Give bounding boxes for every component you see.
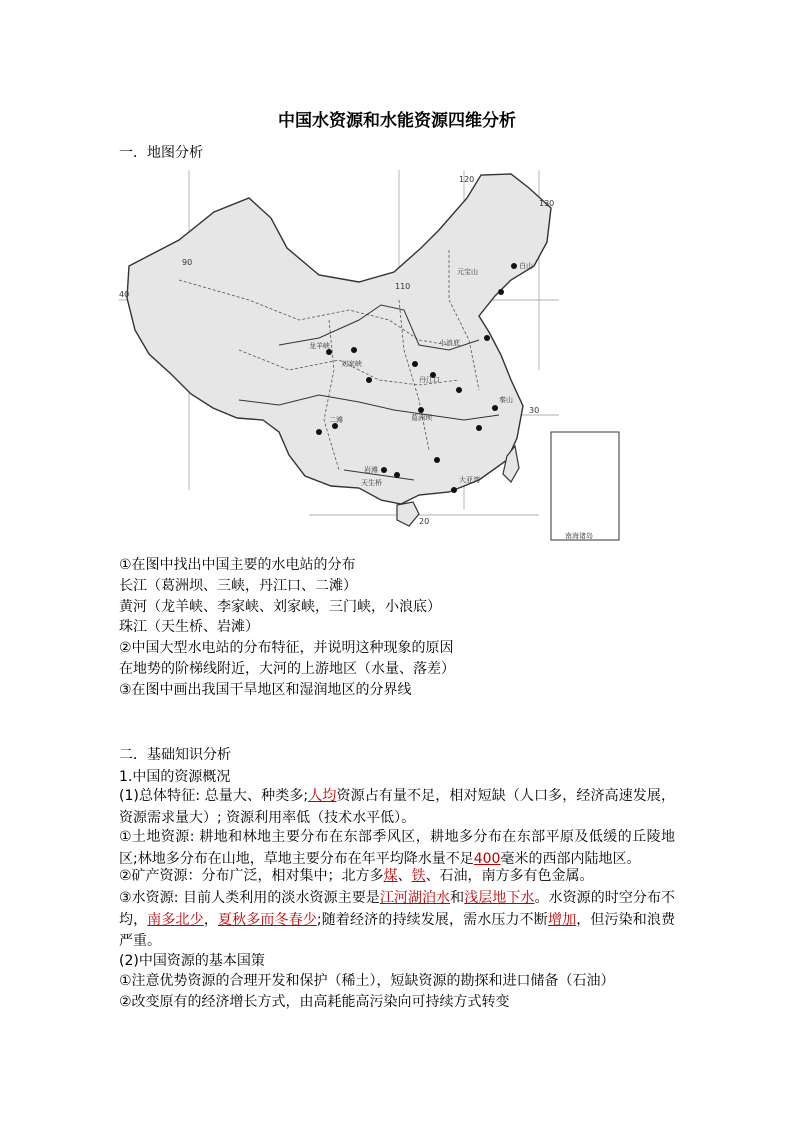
question-line: ②中国大型水电站的分布特征，并说明这种现象的原因 [119, 640, 454, 657]
section2-heading: 二．基础知识分析 [119, 747, 231, 763]
map-place-label: 龙羊峡 [309, 342, 330, 350]
paragraph-minerals: ②矿产资源：分布广泛，相对集中；北方多煤、铁、石油，南方多有色金属。 [119, 868, 594, 884]
station-dot [484, 335, 490, 341]
station-dot [476, 425, 482, 431]
question-line: 长江（葛洲坝、三峡，丹江口、二滩） [119, 577, 357, 594]
station-dot [351, 347, 357, 353]
highlight-term: 铁 [411, 868, 426, 884]
station-dot [434, 457, 440, 463]
station-dot [394, 472, 400, 478]
question-line: 黄河（龙羊峡、李家峡、刘家峡，三门峡，小浪底） [119, 598, 441, 615]
highlight-term: 夏秋多而冬春少 [217, 911, 317, 928]
parallel-label: 20 [419, 517, 430, 526]
highlight-term: 浅层地下水 [464, 890, 535, 906]
policy-line: ①注意优势资源的合理开发和保护（稀土），短缺资源的勘探和进口储备（石油） [119, 973, 615, 989]
map-questions [119, 555, 455, 701]
map-place-label: 大亚湾 [459, 476, 480, 484]
station-dot [412, 361, 418, 367]
highlight-term: 煤 [383, 868, 398, 884]
meridian-label: 90 [182, 258, 193, 267]
map-place-label: 岩滩 [364, 466, 378, 474]
parallel-label: 40 [119, 290, 130, 299]
map-place-label: 天生桥 [361, 479, 382, 487]
map-place-label: 小浪底 [439, 339, 460, 347]
paragraph-land: ①土地资源: 耕地和林地主要分布在东部季风区，耕地多分布在东部平原及低缓的丘陵地区;林地多分布在山地，草地主要分布在年平均降水量不足400毫米的西部内陆地区。 [119, 829, 675, 867]
inset-label: 南海诸岛 [565, 532, 593, 540]
meridian-label: 120 [459, 175, 475, 184]
station-dot [381, 467, 387, 473]
section2-subheading: 1.中国的资源概况 [119, 769, 231, 785]
highlight-term: 增加 [547, 911, 577, 928]
meridian-label: 130 [539, 199, 555, 208]
page-title: 中国水资源和水能资源四维分析 [278, 111, 516, 131]
map-place-label: 丹江口 [419, 376, 440, 384]
map-place-label: 秦山 [499, 396, 513, 404]
station-dot [366, 377, 372, 383]
question-line: 珠江（天生桥、岩滩） [119, 619, 259, 636]
question-line: ①在图中找出中国主要的水电站的分布 [119, 557, 356, 573]
map-place-label: 葛洲坝 [411, 414, 432, 422]
map-place-label: 二滩 [329, 416, 343, 424]
policy-line: ②改变原有的经济增长方式，由高耗能高污染向可持续方式转变 [119, 994, 510, 1010]
station-dot [511, 263, 517, 269]
station-dot [456, 387, 462, 393]
station-dot [492, 405, 498, 411]
station-dot [451, 487, 457, 493]
map-place-label: 刘家峡 [341, 360, 362, 368]
highlight-term: 400 [473, 850, 501, 867]
station-dot [316, 429, 322, 435]
map-place-label: 白山 [519, 262, 533, 270]
paragraph-water: ③水资源: 目前人类利用的淡水资源主要是江河湖泊水和浅层地下水。水资源的时空分布不均，南多北少，夏秋多而冬春少;随着经济的持续发展，需水压力不断增加，但污染和浪费严重。 [119, 890, 676, 949]
highlight-term: 人均 [308, 788, 337, 804]
section1-heading: 一．地图分析 [119, 145, 203, 161]
station-dot [418, 407, 424, 413]
paragraph-overall: (1)总体特征: 总量大、种类多;人均资源占有量不足，相对短缺（人口多，经济高速发展，资源需求量大）; 资源利用率低（技术水平低）。 [119, 788, 676, 826]
highlight-term: 江河湖泊水 [379, 890, 451, 906]
map-place-label: 元宝山 [457, 268, 478, 276]
policy-heading: (2)中国资源的基本国策 [119, 953, 265, 969]
question-line: 在地势的阶梯线附近，大河的上游地区（水量、落差） [119, 660, 455, 677]
meridian-label: 110 [395, 282, 411, 291]
station-dot [498, 289, 504, 295]
china-map [119, 170, 629, 542]
question-line: ③在图中画出我国干旱地区和湿润地区的分界线 [119, 681, 412, 698]
hainan-island [397, 502, 419, 526]
south-china-sea-inset [551, 432, 619, 540]
highlight-term: 南多北少 [147, 911, 204, 928]
parallel-label: 30 [529, 406, 540, 415]
